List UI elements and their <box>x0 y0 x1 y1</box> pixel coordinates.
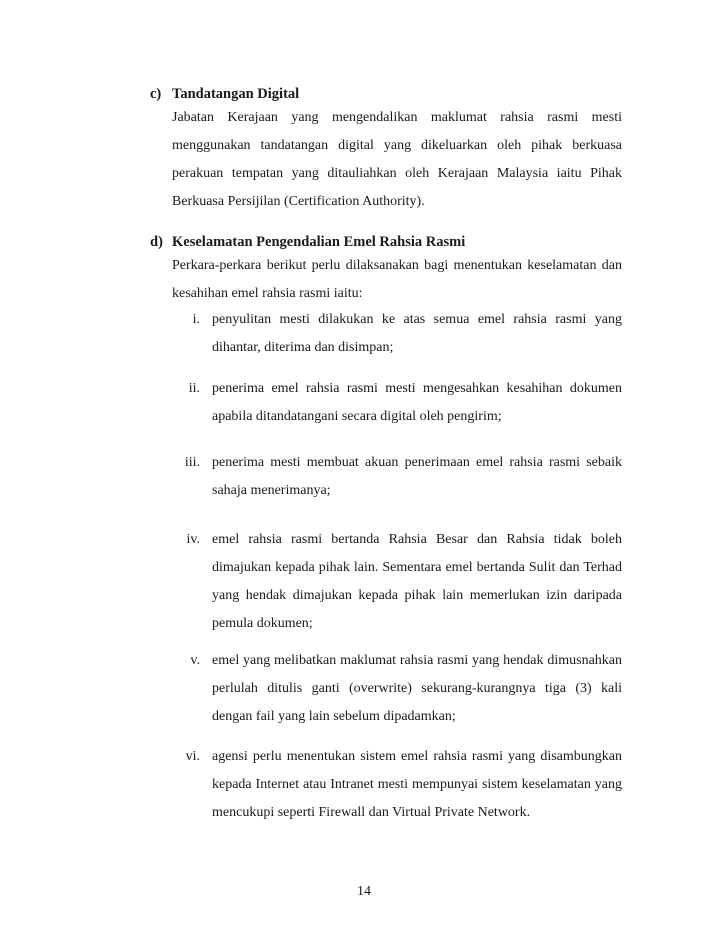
section-d-marker: d) <box>150 234 163 250</box>
list-item-text: emel yang melibatkan maklumat rahsia rasmi yang hendak dimusnahkan perlulah ditulis ganti (overwrite) sekurang-kurangnya tiga (3) kali dengan fail yang lain sebelum dipadamkan; <box>212 653 622 724</box>
list-item-number: vi. <box>185 749 200 764</box>
list-item-text: agensi perlu menentukan sistem emel rahsia rasmi yang disambungkan kepada Internet atau Intranet mesti mempunyai sistem keselamatan yang mencukupi seperti Firewall dan Virtual Private Network. <box>212 749 622 820</box>
section-d-intro: Perkara-perkara berikut perlu dilaksanakan bagi menentukan keselamatan dan kesahihan emel rahsia rasmi iaitu: <box>172 258 622 301</box>
section-c-marker: c) <box>150 86 162 102</box>
list-item-text: penerima emel rahsia rasmi mesti mengesahkan kesahihan dokumen apabila ditandatangani secara digital oleh pengirim; <box>212 381 622 424</box>
section-c-title: Tandatangan Digital <box>172 86 300 102</box>
section-c-body: Jabatan Kerajaan yang mengendalikan maklumat rahsia rasmi mesti menggunakan tandatangan digital yang dikeluarkan oleh pihak berkuasa perakuan tempatan yang ditauliahkan oleh Kerajaan Malaysia iaitu Pihak Berkuasa Persijilan (Certification Authority). <box>172 110 622 209</box>
list-item-number: iv. <box>186 532 200 547</box>
list-item-text: penyulitan mesti dilakukan ke atas semua emel rahsia rasmi yang dihantar, diterima dan disimpan; <box>212 312 622 355</box>
page-number: 14 <box>357 884 371 899</box>
section-c <box>150 84 622 216</box>
section-c-heading <box>150 84 622 104</box>
section-d <box>150 232 622 308</box>
list-item-text: emel rahsia rasmi bertanda Rahsia Besar dan Rahsia tidak boleh dimajukan kepada pihak lain. Sementara emel bertanda Sulit dan Terhad yang hendak dimajukan kepada pihak lain memerlukan izin daripada pemula dokumen; <box>212 532 622 631</box>
section-d-title: Keselamatan Pengendalian Emel Rahsia Rasmi <box>172 234 466 250</box>
list-item-number: ii. <box>188 381 200 396</box>
list-item-number: i. <box>192 312 200 327</box>
list-item-text: penerima mesti membuat akuan penerimaan emel rahsia rasmi sebaik sahaja menerimanya; <box>212 455 622 498</box>
list-item-number: v. <box>190 653 200 668</box>
list-item-number: iii. <box>184 455 200 470</box>
section-d-heading <box>150 232 622 252</box>
